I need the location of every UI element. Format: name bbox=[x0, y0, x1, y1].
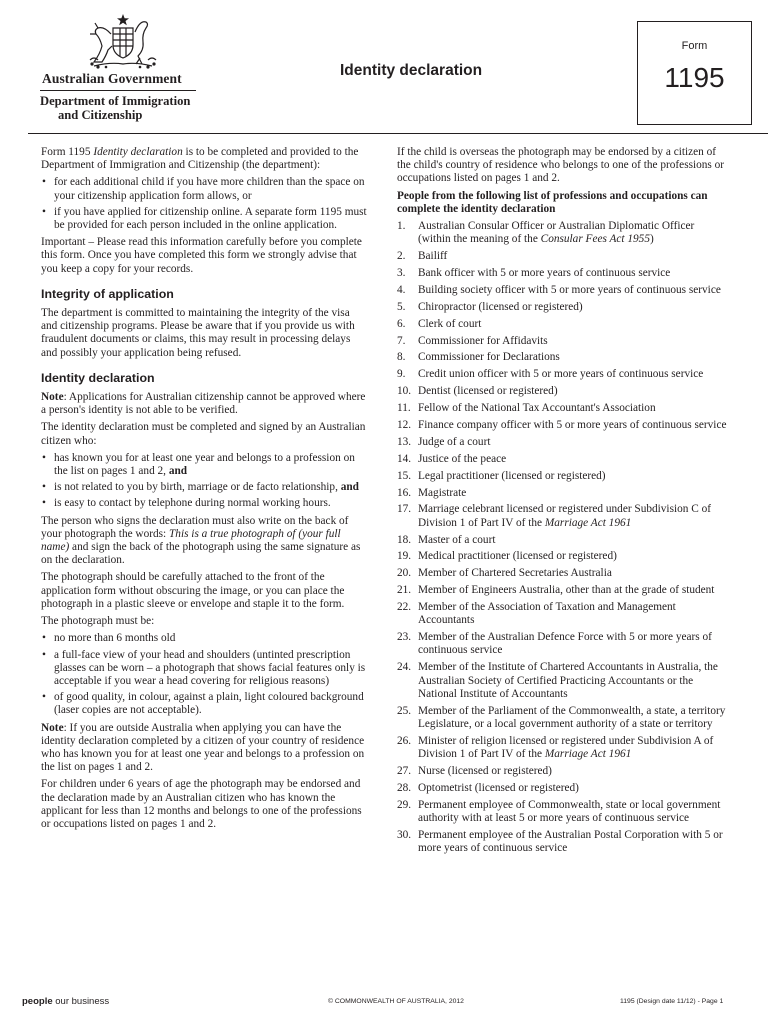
profession-item bbox=[397, 267, 728, 280]
profession-text: Member of the Association of Taxation and Management Accountants bbox=[418, 601, 676, 627]
profession-item bbox=[397, 385, 728, 398]
profession-number: 12. bbox=[397, 419, 412, 432]
profession-item bbox=[397, 368, 728, 381]
profession-number: 6. bbox=[397, 317, 406, 330]
profession-item bbox=[397, 550, 728, 563]
profession-text: Judge of a court bbox=[418, 435, 491, 448]
profession-text: Bank officer with 5 or more years of continuous service bbox=[418, 267, 671, 279]
profession-text: Member of Chartered Secretaries Australia bbox=[418, 567, 612, 580]
professions-list bbox=[397, 220, 728, 855]
department-name-line2: and Citizenship bbox=[58, 108, 143, 122]
profession-number: 16. bbox=[397, 486, 412, 499]
intro-paragraph: Form 1195 Identity declaration is to be completed and provided to the Department of Immigration and Citizenship (the department): bbox=[41, 146, 359, 172]
intro-bullet-list bbox=[41, 176, 367, 232]
note-paragraph: Note: Applications for Australian citizenship cannot be approved where a person's identity is not able to be verified. bbox=[41, 391, 366, 417]
profession-number: 8. bbox=[397, 351, 406, 364]
form-label: Form bbox=[681, 40, 708, 52]
profession-text: Optometrist (licensed or registered) bbox=[418, 781, 579, 794]
act-title: Consular Fees Act 1955 bbox=[540, 233, 650, 246]
profession-item bbox=[397, 735, 728, 761]
profession-item bbox=[397, 453, 728, 466]
profession-text: Dentist (licensed or registered) bbox=[418, 385, 558, 398]
profession-item bbox=[397, 765, 728, 778]
profession-text: Justice of the peace bbox=[418, 452, 507, 465]
profession-item bbox=[397, 436, 728, 449]
profession-number: 27. bbox=[397, 764, 412, 777]
coat-of-arms-logo bbox=[80, 12, 166, 70]
list-item: • no more than 6 months old bbox=[42, 632, 176, 645]
profession-text: Member of the Institute of Chartered Accountants in Australia, the Australian Society of Certified Practicing Accountants or the National Institute of Accountants bbox=[418, 661, 718, 700]
profession-number: 17. bbox=[397, 503, 412, 516]
profession-item bbox=[397, 318, 728, 331]
profession-number: 13. bbox=[397, 435, 412, 448]
header-divider bbox=[28, 133, 768, 134]
children-paragraph: For children under 6 years of age the photograph may be endorsed and the declaration made by an Australian citizen who has known the applicant for less than 12 months and belongs to one of the professions or occupations listed on pages 1 and 2. bbox=[41, 778, 362, 830]
profession-number: 4. bbox=[397, 283, 406, 296]
profession-text-end: ) bbox=[649, 233, 654, 246]
profession-item bbox=[397, 584, 728, 597]
photo-attach-paragraph: The photograph should be carefully attached to the front of the application form without obscuring the image, or you can place the photograph in a plastic sleeve or envelope and staple it to the form. bbox=[41, 571, 345, 610]
logo-divider bbox=[40, 90, 196, 91]
profession-number: 24. bbox=[397, 661, 412, 674]
photo-signing-paragraph: The person who signs the declaration must also write on the back of your photograph the words: This is a true photograph of (your full name) and sign the back of the photograph using the same signature as on the declaration. bbox=[41, 514, 361, 567]
profession-item bbox=[397, 470, 728, 483]
profession-number: 19. bbox=[397, 550, 412, 563]
profession-item bbox=[397, 661, 728, 701]
government-name: Australian Government bbox=[42, 71, 182, 86]
profession-number: 25. bbox=[397, 704, 412, 717]
profession-text: Bailiff bbox=[418, 250, 448, 263]
profession-item bbox=[397, 705, 728, 731]
profession-text: Finance company officer with 5 or more years of continuous service bbox=[418, 419, 727, 432]
profession-number: 22. bbox=[397, 601, 412, 614]
profession-item bbox=[397, 487, 728, 500]
profession-number: 15. bbox=[397, 469, 412, 482]
signing-requirement: The identity declaration must be completed and signed by an Australian citizen who: bbox=[41, 421, 366, 447]
profession-number: 10. bbox=[397, 385, 412, 398]
profession-text: Nurse (licensed or registered) bbox=[418, 764, 552, 777]
footer-brand: people our business bbox=[22, 996, 110, 1007]
document-title: Identity declaration bbox=[340, 62, 483, 79]
profession-text: Fellow of the National Tax Accountant's Association bbox=[418, 402, 656, 415]
profession-text: Commissioner for Affidavits bbox=[418, 334, 548, 347]
list-item: • is easy to contact by telephone during normal working hours. bbox=[42, 497, 331, 510]
profession-text: Member of Engineers Australia, other than at the grade of student bbox=[418, 584, 715, 597]
department-name-line1: Department of Immigration bbox=[40, 94, 191, 108]
profession-text: Commissioner for Declarations bbox=[418, 351, 560, 364]
profession-item bbox=[397, 335, 728, 348]
right-column bbox=[397, 146, 728, 859]
profession-text: Building society officer with 5 or more years of continuous service bbox=[418, 283, 721, 296]
profession-text: Magistrate bbox=[418, 486, 467, 499]
form-number: 1195 bbox=[664, 62, 725, 93]
profession-item bbox=[397, 631, 728, 657]
list-item: • has known you for at least one year and belongs to a profession on the list on pages 1 and 2, and bbox=[42, 451, 355, 478]
profession-number: 7. bbox=[397, 334, 406, 347]
photo-requirements-lead: The photograph must be: bbox=[41, 615, 155, 628]
list-item: • a full-face view of your head and shoulders (untinted prescription glasses can be worn – a photograph that shows facial features only is acceptable if you wear a head covering for religious reasons) bbox=[42, 648, 366, 687]
profession-number: 11. bbox=[397, 402, 411, 415]
profession-text: Permanent employee of Commonwealth, state or local government authority with at least 5 or more years of continuous service bbox=[418, 798, 721, 824]
profession-number: 26. bbox=[397, 734, 412, 747]
act-title: Marriage Act 1961 bbox=[544, 747, 632, 760]
profession-item bbox=[397, 601, 728, 627]
profession-number: 5. bbox=[397, 300, 406, 313]
profession-text: Member of the Australian Defence Force with 5 or more years of continuous service bbox=[418, 631, 712, 657]
profession-item bbox=[397, 567, 728, 580]
photo-requirements-list bbox=[41, 632, 367, 717]
footer-page-info: 1195 (Design date 11/12) - Page 1 bbox=[620, 998, 724, 1005]
important-notice: Important – Please read this information carefully before you complete this form. Once you have completed this form we strongly advise that you keep a copy for your records. bbox=[41, 236, 362, 275]
profession-number: 9. bbox=[397, 368, 406, 381]
identity-declaration-heading: Identity declaration bbox=[41, 370, 155, 385]
profession-text: Australian Consular Officer or Australian Diplomatic Officer (within the meaning of the bbox=[418, 220, 695, 246]
integrity-paragraph: The department is committed to maintaining the integrity of the visa and citizenship programs. Please be aware that if you provide us with fraudulent documents or claims, this may result in processing delays and possibly your application being refused. bbox=[41, 307, 355, 359]
profession-number: 20. bbox=[397, 567, 412, 580]
profession-number: 29. bbox=[397, 798, 412, 811]
professions-list-heading: People from the following list of professions and occupations can complete the identity declaration bbox=[397, 189, 708, 215]
profession-text: Member of the Parliament of the Commonwealth, a state, a territory Legislature, or a local government authority of a state or territory bbox=[418, 704, 726, 730]
footer-copyright: © COMMONWEALTH OF AUSTRALIA, 2012 bbox=[328, 998, 464, 1005]
profession-text: Chiropractor (licensed or registered) bbox=[418, 300, 583, 313]
integrity-heading: Integrity of application bbox=[41, 286, 174, 301]
profession-item bbox=[397, 250, 728, 263]
child-overseas-paragraph: If the child is overseas the photograph may be endorsed by a citizen of the child's country of residence who belongs to one of the professions or occupations listed on pages 1 and 2. bbox=[397, 146, 725, 185]
profession-item bbox=[397, 301, 728, 314]
profession-number: 23. bbox=[397, 631, 412, 644]
profession-item bbox=[397, 419, 728, 432]
profession-item bbox=[397, 782, 728, 795]
profession-text: Master of a court bbox=[418, 533, 496, 546]
profession-item bbox=[397, 351, 728, 364]
profession-number: 30. bbox=[397, 828, 412, 841]
profession-item bbox=[397, 503, 728, 529]
profession-item bbox=[397, 799, 728, 825]
profession-text: Credit union officer with 5 or more years of continuous service bbox=[418, 368, 704, 381]
profession-text: Medical practitioner (licensed or registered) bbox=[418, 550, 617, 563]
act-title: Marriage Act 1961 bbox=[544, 516, 632, 529]
profession-item bbox=[397, 534, 728, 547]
profession-text: Legal practitioner (licensed or registered) bbox=[418, 469, 606, 482]
profession-item bbox=[397, 402, 728, 415]
profession-number: 3. bbox=[397, 267, 406, 279]
profession-number: 28. bbox=[397, 781, 412, 794]
profession-item bbox=[397, 220, 728, 246]
profession-item bbox=[397, 284, 728, 297]
list-item: • of good quality, in colour, against a plain, light coloured background (laser copies are not acceptable). bbox=[42, 691, 364, 717]
overseas-note-paragraph: Note: If you are outside Australia when applying you can have the identity declaration completed by a citizen of your country of residence who has known you for at least one year and belongs to a profession on the list on pages 1 and 2. bbox=[41, 721, 365, 774]
list-item: • if you have applied for citizenship online. A separate form 1195 must be provided for each person included in the online application. bbox=[42, 205, 367, 232]
profession-item bbox=[397, 829, 728, 855]
profession-text: Clerk of court bbox=[418, 317, 482, 330]
form-number-box bbox=[637, 21, 752, 125]
profession-text: Marriage celebrant licensed or registered under Subdivision C of Division 1 of Part IV of the bbox=[418, 503, 711, 529]
list-item: • is not related to you by birth, marriage or de facto relationship, and bbox=[42, 481, 359, 494]
profession-text: Minister of religion licensed or registered under Subdivision A of Division 1 of Part IV of the bbox=[418, 734, 714, 760]
citizen-criteria-list bbox=[41, 452, 367, 511]
profession-number: 2. bbox=[397, 250, 406, 263]
left-column bbox=[41, 146, 367, 835]
profession-number: 14. bbox=[397, 452, 412, 465]
profession-text: Permanent employee of the Australian Postal Corporation with 5 or more years of continuous service bbox=[418, 828, 723, 854]
profession-number: 21. bbox=[397, 584, 412, 597]
list-item: • for each additional child if you have more children than the space on your citizenship application form allows, or bbox=[42, 176, 365, 202]
profession-number: 1. bbox=[397, 220, 406, 233]
profession-number: 18. bbox=[397, 533, 412, 546]
